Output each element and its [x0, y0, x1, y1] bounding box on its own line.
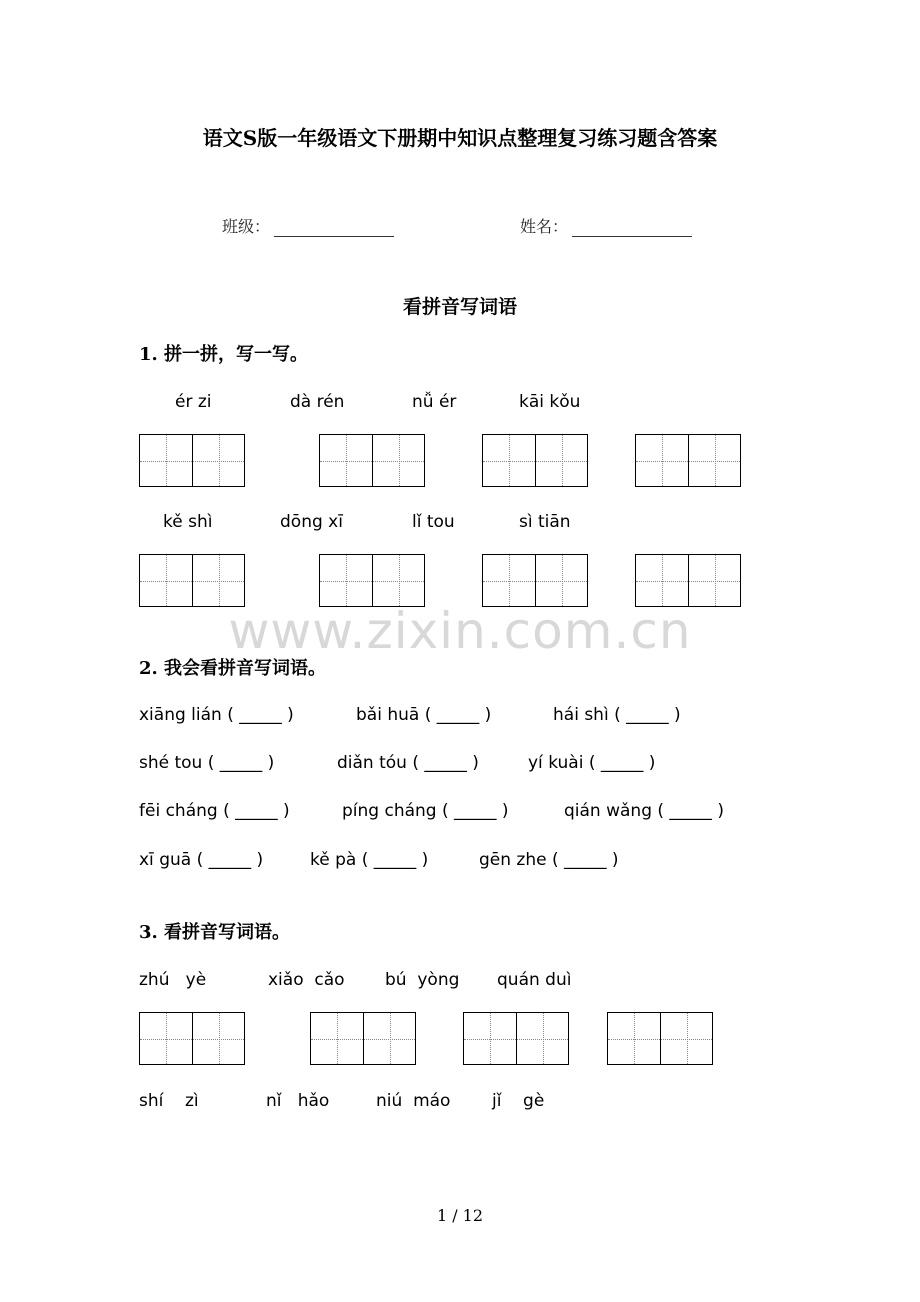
- pinyin-word: kě shì: [163, 512, 213, 532]
- pinyin-word: sì tiān: [519, 512, 571, 532]
- writing-grid[interactable]: [139, 554, 245, 607]
- document-title: 语文S版一年级语文下册期中知识点整理复习练习题含答案: [202, 126, 718, 150]
- writing-grid[interactable]: [482, 434, 588, 487]
- fill-blank-item[interactable]: fēi cháng ( _____ ): [139, 801, 290, 821]
- fill-blank-item[interactable]: gēn zhe ( _____ ): [479, 850, 619, 870]
- writing-grid[interactable]: [635, 434, 741, 487]
- pinyin-word: zhú yè: [139, 970, 207, 990]
- writing-grid[interactable]: [139, 434, 245, 487]
- fill-blank-item[interactable]: píng cháng ( _____ ): [342, 801, 509, 821]
- fill-blank-item[interactable]: kě pà ( _____ ): [310, 850, 429, 870]
- writing-grid[interactable]: [319, 434, 425, 487]
- writing-grid[interactable]: [607, 1012, 713, 1065]
- pinyin-word: kāi kǒu: [519, 392, 581, 412]
- page-number: 1 / 12: [436, 1206, 484, 1225]
- pinyin-word: dà rén: [290, 392, 345, 412]
- question-2-heading: 2. 我会看拼音写词语。: [139, 658, 327, 679]
- fill-blank-item[interactable]: qián wǎng ( _____ ): [564, 801, 724, 821]
- pinyin-word: niú máo: [376, 1091, 451, 1111]
- writing-grid[interactable]: [482, 554, 588, 607]
- pinyin-word: dōng xī: [280, 512, 343, 532]
- name-blank: [572, 218, 692, 237]
- watermark: www.zixin.com.cn: [228, 602, 692, 660]
- pinyin-word: quán duì: [497, 970, 572, 990]
- name-label: 姓名：: [520, 217, 569, 236]
- question-3-heading: 3. 看拼音写词语。: [139, 922, 291, 943]
- writing-grid[interactable]: [310, 1012, 416, 1065]
- writing-grid[interactable]: [139, 1012, 245, 1065]
- writing-grid[interactable]: [319, 554, 425, 607]
- pinyin-word: jǐ gè: [492, 1091, 545, 1111]
- fill-blank-item[interactable]: xiāng lián ( _____ ): [139, 705, 294, 725]
- pinyin-word: nǚ ér: [412, 392, 457, 412]
- class-field: [222, 214, 394, 237]
- pinyin-word: shí zì: [139, 1091, 199, 1111]
- writing-grid[interactable]: [635, 554, 741, 607]
- question-1-heading: 1. 拼一拼，写一写。: [139, 344, 309, 365]
- fill-blank-item[interactable]: yí kuài ( _____ ): [528, 753, 656, 773]
- pinyin-word: xiǎo cǎo: [268, 970, 345, 990]
- pinyin-word: bú yòng: [385, 970, 460, 990]
- pinyin-word: ér zi: [175, 392, 212, 412]
- fill-blank-item[interactable]: xī guā ( _____ ): [139, 850, 264, 870]
- fill-blank-item[interactable]: shé tou ( _____ ): [139, 753, 275, 773]
- writing-grid[interactable]: [463, 1012, 569, 1065]
- pinyin-word: nǐ hǎo: [266, 1091, 330, 1111]
- class-label: 班级：: [222, 217, 271, 236]
- name-field: [520, 214, 692, 237]
- fill-blank-item[interactable]: diǎn tóu ( _____ ): [337, 753, 479, 773]
- class-blank: [274, 218, 394, 237]
- pinyin-word: lǐ tou: [412, 512, 455, 532]
- section-title: 看拼音写词语: [402, 296, 517, 318]
- fill-blank-item[interactable]: bǎi huā ( _____ ): [356, 705, 492, 725]
- fill-blank-item[interactable]: hái shì ( _____ ): [553, 705, 681, 725]
